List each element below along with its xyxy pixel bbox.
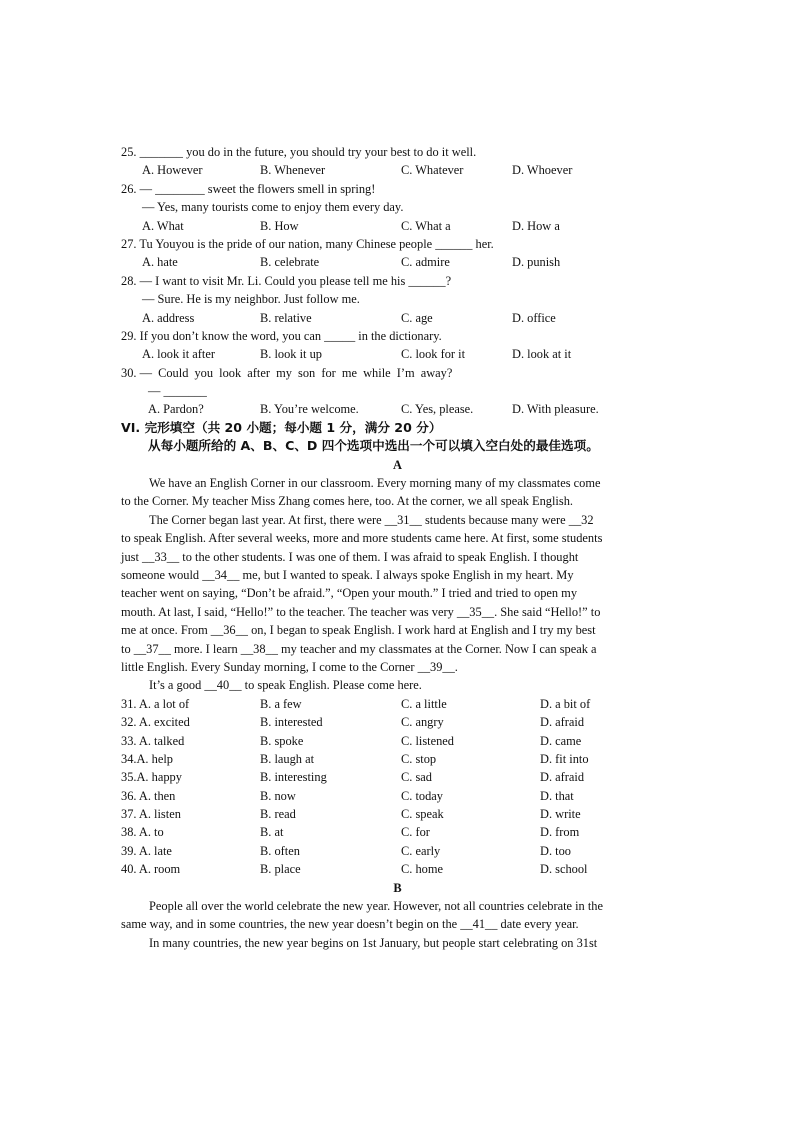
options-row-39 <box>121 842 674 860</box>
options-row-35 <box>121 768 674 786</box>
option-c: C. early <box>401 843 441 858</box>
option-c: C. age <box>401 310 433 325</box>
option-b: B. You’re welcome. <box>260 402 359 417</box>
question-stem <box>121 235 674 253</box>
passage-line: little English. Every Sunday morning, I come to the Corner __39__. <box>121 659 458 674</box>
option-b: B. now <box>260 788 296 803</box>
options-grid <box>121 695 674 879</box>
passage-b <box>121 897 674 952</box>
option-b: B. interesting <box>260 770 327 785</box>
passage-line: We have an English Corner in our classroom. Every morning many of my classmates come <box>149 476 601 491</box>
option-d: D. came <box>540 733 582 748</box>
option-a: 40. A. room <box>121 862 181 877</box>
question-response: — Sure. He is my neighbor. Just follow me. <box>142 292 360 307</box>
question-27 <box>121 235 674 272</box>
question-text: If you don’t know the word, you can _____ in the dictionary. <box>139 328 442 343</box>
question-text: — Could you look after my son for me while I’m away? <box>139 365 453 380</box>
option-d: D. Whoever <box>512 163 573 178</box>
option-d: D. from <box>540 825 580 840</box>
option-a: 38. A. to <box>121 825 164 840</box>
question-stem <box>121 143 674 161</box>
option-c: C. speak <box>401 807 444 822</box>
option-c: C. angry <box>401 715 444 730</box>
passage-a-label: A <box>393 457 402 472</box>
option-row <box>121 253 674 271</box>
option-row <box>121 217 674 235</box>
question-number: 26. <box>121 181 137 196</box>
option-d: D. a bit of <box>540 696 591 711</box>
option-b: B. celebrate <box>260 255 320 270</box>
option-d: D. look at it <box>512 347 572 362</box>
answer-blank: _______ <box>139 145 183 159</box>
option-c: C. stop <box>401 751 437 766</box>
passage-line: In many countries, the new year begins on 1st January, but people start celebrating on 31st <box>149 935 598 950</box>
question-number: 30. <box>121 365 137 380</box>
option-a: A. However <box>142 163 203 178</box>
option-a: 33. A. talked <box>121 733 185 748</box>
option-b: B. spoke <box>260 733 304 748</box>
option-d: D. write <box>540 807 581 822</box>
passage-line: The Corner began last year. At first, there were __31__ students because many were __32 <box>149 512 594 527</box>
option-b: B. relative <box>260 310 312 325</box>
option-c: C. Yes, please. <box>401 402 474 417</box>
option-row <box>121 400 674 418</box>
question-25 <box>121 143 674 180</box>
option-d: D. With pleasure. <box>512 402 599 417</box>
question-number: 25. <box>121 145 137 159</box>
question-text: you do in the future, you should try your best to do it well. <box>182 145 477 159</box>
passage-line: someone would __34__ me, but I wanted to speak. I always spoke English in my heart. My <box>121 567 574 582</box>
option-a: 35.A. happy <box>121 770 182 785</box>
passage-line: teacher went on saying, “Don’t be afraid.”, “Open your mouth.” I tried and tried to open my <box>121 586 578 601</box>
option-b: B. place <box>260 862 301 877</box>
option-b: B. Whenever <box>260 163 326 178</box>
question-response: — Yes, many tourists come to enjoy them every day. <box>142 200 404 215</box>
options-row-37 <box>121 805 674 823</box>
question-number: 29. <box>121 328 137 343</box>
options-row-31 <box>121 695 674 713</box>
question-stem <box>121 180 674 198</box>
option-c: C. Whatever <box>401 163 464 178</box>
option-d: D. too <box>540 843 571 858</box>
option-a: 34.A. help <box>121 751 173 766</box>
option-row <box>121 309 674 327</box>
page-content <box>121 143 674 952</box>
option-a: A. look it after <box>142 347 215 362</box>
option-row <box>121 161 674 179</box>
question-stem <box>121 327 674 345</box>
passage-line: same way, and in some countries, the new year doesn’t begin on the __41__ date every year. <box>121 917 579 932</box>
option-c: C. look for it <box>401 347 466 362</box>
question-text: Tu Youyou is the pride of our nation, many Chinese people ______ her. <box>139 236 494 251</box>
option-a: A. address <box>142 310 195 325</box>
option-c: C. today <box>401 788 443 803</box>
option-c: C. listened <box>401 733 454 748</box>
question-text: — ________ sweet the flowers smell in spring! <box>139 181 376 196</box>
option-a: A. hate <box>142 255 178 270</box>
option-b: B. a few <box>260 696 302 711</box>
passage-line: mouth. At last, I said, “Hello!” to the teacher. The teacher was very __35__. She said “Hello!” to <box>121 604 601 619</box>
option-d: D. punish <box>512 255 561 270</box>
passage-line: It’s a good __40__ to speak English. Please come here. <box>149 678 422 693</box>
option-c: C. admire <box>401 255 450 270</box>
option-b: B. interested <box>260 715 323 730</box>
option-a: 37. A. listen <box>121 807 181 822</box>
option-c: C. home <box>401 862 443 877</box>
options-row-32 <box>121 713 674 731</box>
option-d: D. that <box>540 788 574 803</box>
option-b: B. at <box>260 825 284 840</box>
option-a: 39. A. late <box>121 843 172 858</box>
option-d: D. school <box>540 862 588 877</box>
option-a: A. Pardon? <box>148 402 204 417</box>
question-30 <box>121 364 674 419</box>
options-row-36 <box>121 787 674 805</box>
option-b: B. laugh at <box>260 751 315 766</box>
options-row-33 <box>121 732 674 750</box>
option-d: D. afraid <box>540 770 585 785</box>
option-b: B. How <box>260 218 299 233</box>
option-b: B. often <box>260 843 300 858</box>
option-a: 32. A. excited <box>121 715 190 730</box>
option-b: B. read <box>260 807 296 822</box>
option-c: C. What a <box>401 218 451 233</box>
option-c: C. sad <box>401 770 432 785</box>
question-response: — _______ <box>148 384 207 399</box>
question-number: 28. <box>121 273 137 288</box>
option-row <box>121 345 674 363</box>
option-b: B. look it up <box>260 347 322 362</box>
question-stem <box>121 364 674 382</box>
passage-line: to the Corner. My teacher Miss Zhang comes here, too. At the corner, we all speak English. <box>121 494 573 509</box>
passage-line: to speak English. After several weeks, more and more students came here. At first, some students <box>121 531 603 546</box>
section-title: VI. 完形填空（共 20 小题；每小题 1 分，满分 20 分） <box>121 419 442 435</box>
question-26 <box>121 180 674 235</box>
option-a: A. What <box>142 218 184 233</box>
question-text: — I want to visit Mr. Li. Could you please tell me his ______? <box>139 273 452 288</box>
passage-line: to __37__ more. I learn __38__ my teacher and my classmates at the Corner. Now I can speak a <box>121 641 597 656</box>
options-row-40 <box>121 860 674 878</box>
question-28 <box>121 272 674 327</box>
passage-line: just __33__ to the other students. I was one of them. I was afraid to speak English. I thought <box>121 549 579 564</box>
option-c: C. for <box>401 825 430 840</box>
question-29 <box>121 327 674 364</box>
option-a: 36. A. then <box>121 788 176 803</box>
options-row-34 <box>121 750 674 768</box>
option-d: D. office <box>512 310 556 325</box>
option-d: D. fit into <box>540 751 589 766</box>
passage-line: me at once. From __36__ on, I began to speak English. I work hard at English and I try my best <box>121 623 596 638</box>
passage-b-label: B <box>393 880 402 895</box>
option-a: 31. A. a lot of <box>121 696 190 711</box>
option-d: D. How a <box>512 218 560 233</box>
question-stem <box>121 272 674 290</box>
passage-line: People all over the world celebrate the new year. However, not all countries celebrate in the <box>149 899 603 914</box>
options-row-38 <box>121 823 674 841</box>
option-c: C. a little <box>401 696 447 711</box>
question-number: 27. <box>121 236 137 251</box>
section-instruction: 从每小题所给的 A、B、C、D 四个选项中选出一个可以填入空白处的最佳选项。 <box>148 438 599 454</box>
option-d: D. afraid <box>540 715 585 730</box>
passage-a <box>121 474 674 695</box>
